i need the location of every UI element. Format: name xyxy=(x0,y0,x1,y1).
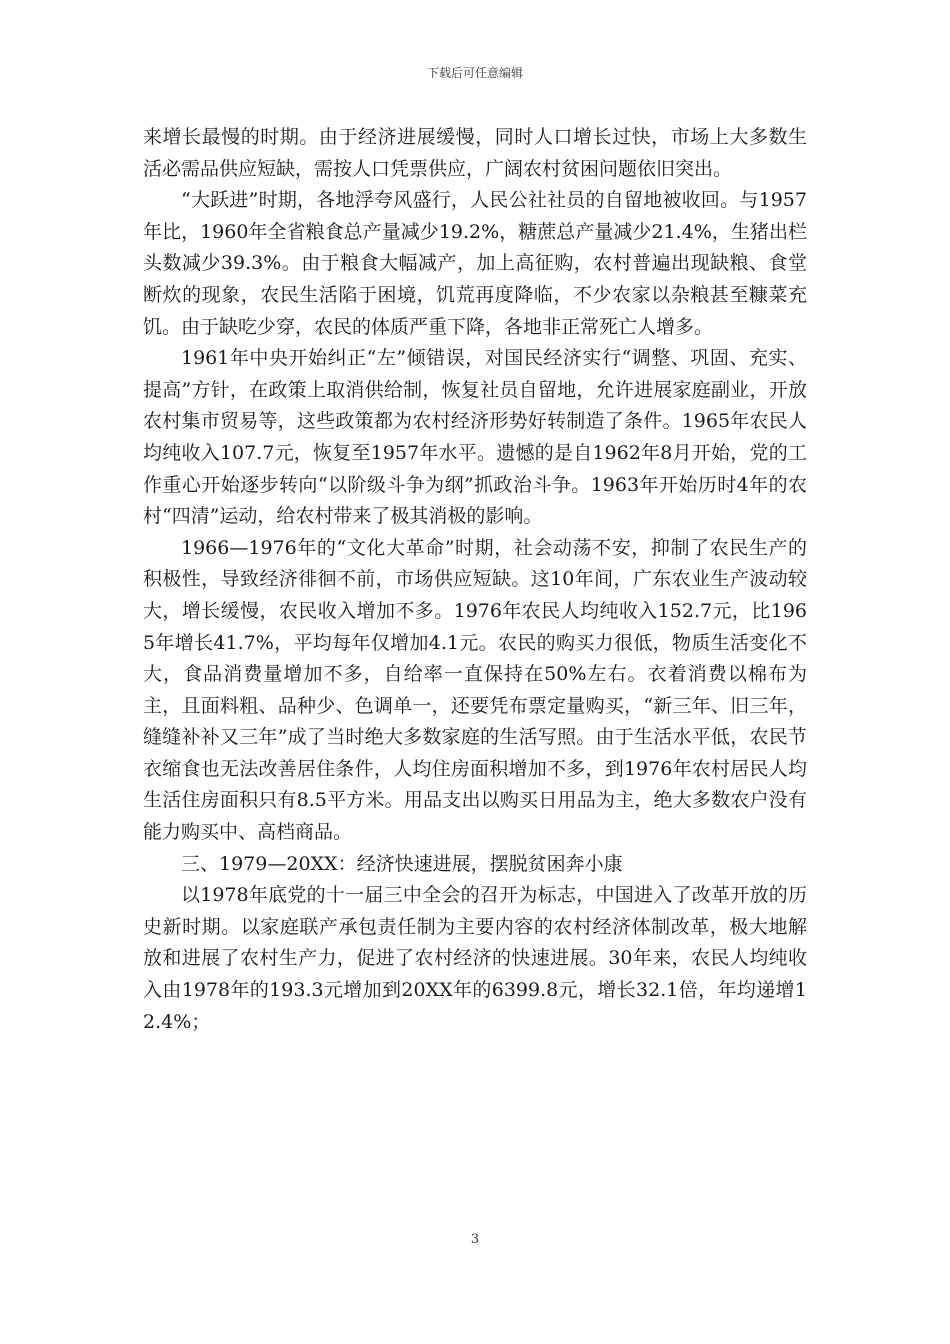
paragraph-continuation: 来增长最慢的时期。由于经济进展缓慢，同时人口增长过快，市场上大多数生活必需品供应短缺，需按人口凭票供应，广阔农村贫困问题依旧突出。 xyxy=(143,126,807,180)
page-number: 3 xyxy=(470,1232,480,1247)
paragraph-1961-adjustment: 1961年中央开始纠正“左”倾错误，对国民经济实行“调整、巩固、充实、提高”方针，在政策上取消供给制，恢复社员自留地，允许进展家庭副业，开放农村集市贸易等，这些政策都为农村经济形势好转制造了条件。1965年农民人均纯收入107.7元，恢复至1957年水平。遗憾的是自1962年8月开始，党的工作重心开始逐步转向“以阶级斗争为纲”抓政治斗争。1963年开始历时4年的农村“四清”运动，给农村带来了极其消极的影响。 xyxy=(143,347,807,528)
page-header: 下载后可任意编辑 xyxy=(426,66,523,80)
paragraph-cultural-revolution: 1966—1976年的“文化大革命”时期，社会动荡不安，抑制了农民生产的积极性，导致经济徘徊不前，市场供应短缺。这10年间，广东农业生产波动较大，增长缓慢，农民收入增加不多。1976年农民人均纯收入152.7元，比1965年增长41.7%，平均每年仅增加4.1元。农民的购买力很低，物质生活变化不大，食品消费量增加不多，自给率一直保持在50%左右。衣着消费以棉布为主，且面料粗、品种少、色调单一，还要凭布票定量购买，“新三年、旧三年，缝缝补补又三年”成了当时绝大多数家庭的生活写照。由于生活水平低，农民节衣缩食也无法改善居住条件，人均住房面积增加不多，到1976年农村居民人均生活住房面积只有8.5平方米。用品支出以购买日用品为主，绝大多数农户没有能力购买中、高档商品。 xyxy=(143,536,807,844)
document-body xyxy=(143,122,807,1038)
paragraph-reform-era: 以1978年底党的十一届三中全会的召开为标志，中国进入了改革开放的历史新时期。以家庭联产承包责任制为主要内容的农村经济体制改革，极大地解放和进展了农村生产力，促进了农村经济的快速进展。30年来，农民人均纯收入由1978年的193.3元增加到20XX年的6399.8元，增长32.1倍，年均递增12.4%； xyxy=(143,884,807,1033)
paragraph-great-leap-forward: “大跃进”时期，各地浮夸风盛行，人民公社社员的自留地被收回。与1957年比，1960年全省粮食总产量减少19.2%，糖蔗总产量减少21.4%，生猪出栏头数减少39.3%。由于粮食大幅减产，加上高征购，农村普遍出现缺粮、食堂断炊的现象，农民生活陷于困境，饥荒再度降临，不少农家以杂粮甚至糠菜充饥。由于缺吃少穿，农民的体质严重下降，各地非正常死亡人增多。 xyxy=(143,189,807,338)
section-heading: 三、1979—20XX：经济快速进展，摆脱贫困奔小康 xyxy=(181,852,623,875)
